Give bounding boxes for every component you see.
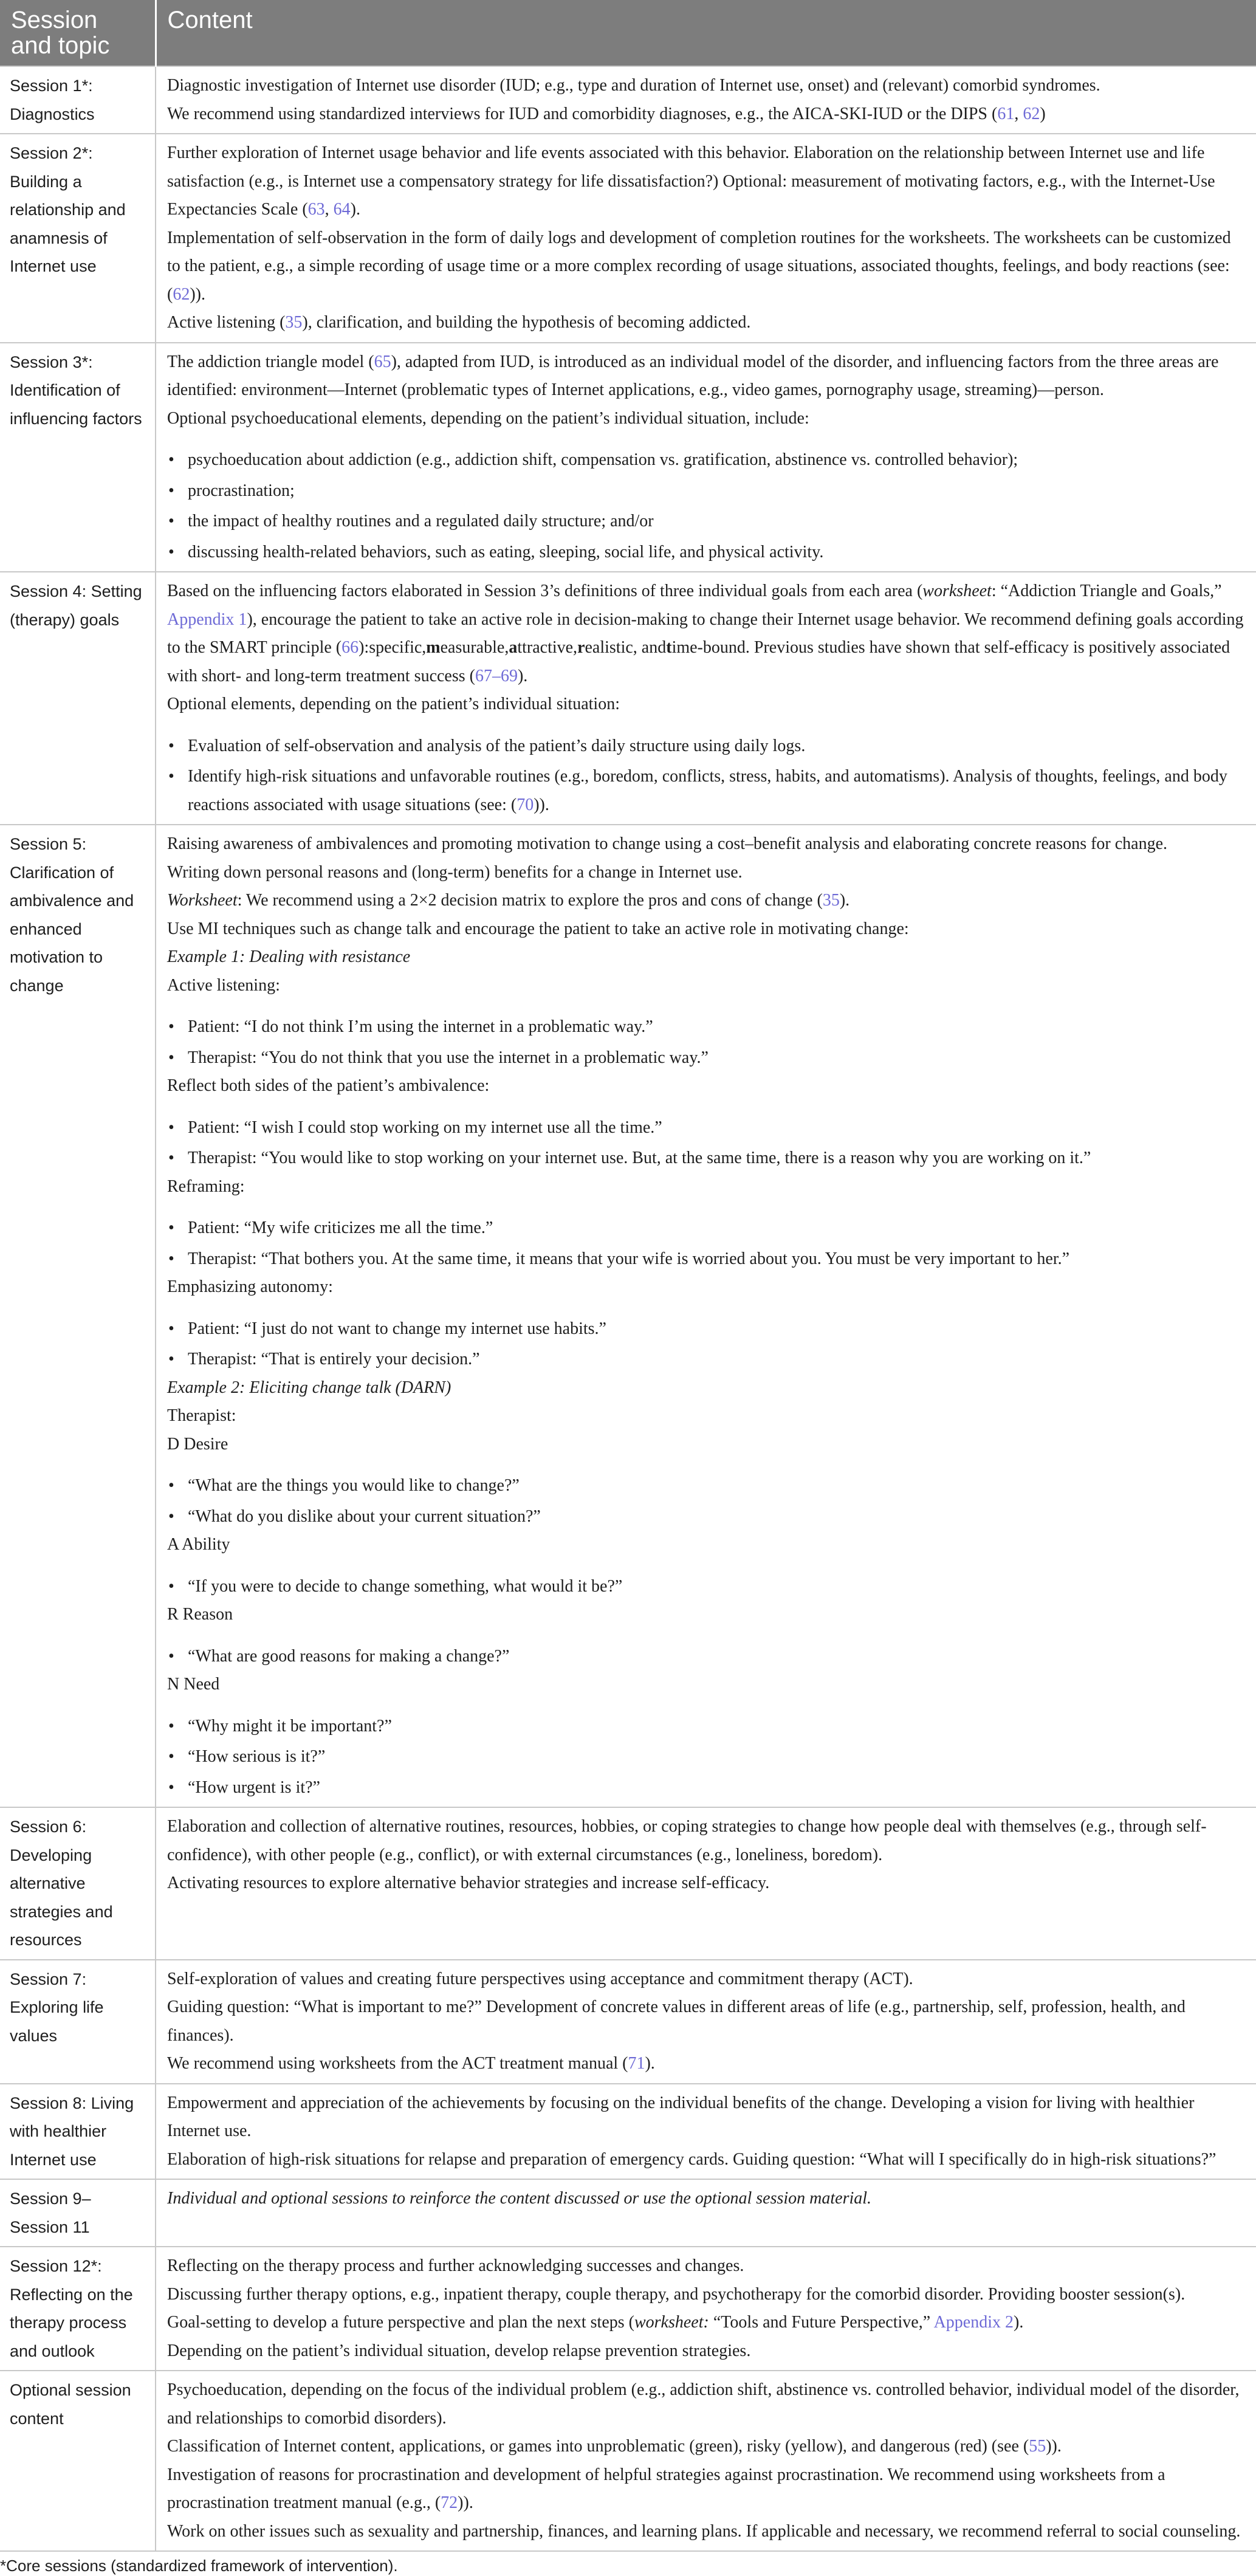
row-topic: Session 3*: Identification of influencing factors xyxy=(0,343,156,572)
text: )). xyxy=(190,284,205,304)
bullet-list xyxy=(167,732,1247,820)
table-header-row xyxy=(0,0,1256,66)
text: – xyxy=(492,666,501,685)
content-paragraph xyxy=(167,139,1247,224)
table-row xyxy=(0,2084,1256,2180)
list-item: • Evaluation of self-observation and analysis of the patient’s daily structure using daily logs. xyxy=(167,732,1247,761)
citation-link[interactable]: 64 xyxy=(333,200,351,219)
text: m xyxy=(426,638,441,657)
list-item: • Patient: “I just do not want to change my internet use habits.” xyxy=(167,1315,1247,1344)
table-row xyxy=(0,134,1256,343)
text: : “Addiction Triangle and Goals,” xyxy=(991,582,1222,600)
bullet-list xyxy=(167,1214,1247,1273)
content-paragraph: Activating resources to explore alternative behavior strategies and increase self-efficacy. xyxy=(167,1874,770,1892)
list-item: • psychoeducation about addiction (e.g., addiction shift, compensation vs. gratification, abstinence vs. controlled behavior); xyxy=(167,446,1247,475)
list-item: • “What are the things you would like to change?” xyxy=(167,1472,1247,1500)
citation-link[interactable]: 70 xyxy=(516,795,534,814)
text: Goal-setting to develop a future perspective and plan the next steps ( xyxy=(167,2313,634,2332)
subheading: Reframing: xyxy=(167,1176,245,1196)
subheading: A Ability xyxy=(167,1535,230,1554)
list-item: • “What are good reasons for making a change?” xyxy=(167,1643,1247,1671)
table-row xyxy=(0,1960,1256,2084)
list-item: • “If you were to decide to change something, what would it be?” xyxy=(167,1573,1247,1601)
text: a xyxy=(509,638,518,657)
citation-link[interactable]: 62 xyxy=(1023,104,1040,123)
list-item: • “What do you dislike about your current situation?” xyxy=(167,1503,1247,1531)
text: , xyxy=(324,200,334,219)
text: worksheet: xyxy=(634,2313,709,2332)
text: ):specific, xyxy=(359,638,427,657)
citation-link[interactable]: 66 xyxy=(341,638,359,657)
row-content xyxy=(156,134,1256,343)
table-footnote: *Core sessions (standardized framework of intervention). xyxy=(0,2557,398,2575)
subheading: Emphasizing autonomy: xyxy=(167,1277,333,1296)
text: Identify high-risk situations and unfavorable routines (e.g., boredom, conflicts, stress, habits, and automatisms). Analysis of thoughts, feelings, and body reactions associated with usage situations (see: ( xyxy=(188,767,1227,814)
content-paragraph xyxy=(167,2433,1247,2461)
subheading: R Reason xyxy=(167,1605,233,1624)
content-paragraph: Elaboration of high-risk situations for relapse and preparation of emergency cards. Guiding question: “What will I specifically do in high-risk situations?” xyxy=(167,2149,1217,2169)
table-row xyxy=(0,1807,1256,1960)
content-paragraph xyxy=(167,348,1247,405)
bullet-list xyxy=(167,446,1247,566)
bullet-list xyxy=(167,1573,1247,1601)
content-paragraph xyxy=(167,887,1247,915)
subheading: Therapist: xyxy=(167,1406,236,1425)
row-content xyxy=(156,1807,1256,1960)
row-topic: Session 5: Clarification of ambivalence and enhanced motivation to change xyxy=(0,825,156,1807)
list-item xyxy=(167,763,1247,819)
row-content xyxy=(156,572,1256,825)
text: ). xyxy=(350,200,360,219)
content-paragraph: Guiding question: “What is important to me?” Development of concrete values in different areas of life (e.g., partnership, self, profession, health, and finances). xyxy=(167,1997,1186,2045)
content-paragraph: Reflecting on the therapy process and further acknowledging successes and changes. xyxy=(167,2256,744,2275)
citation-link[interactable]: 72 xyxy=(441,2493,458,2512)
citation-link[interactable]: 61 xyxy=(997,104,1015,123)
text: ) xyxy=(1040,104,1046,123)
text: )). xyxy=(534,795,549,814)
citation-link[interactable]: 71 xyxy=(628,2054,645,2073)
row-content xyxy=(156,2084,1256,2180)
table-row xyxy=(0,343,1256,572)
text: We recommend using standardized interviews for IUD and comorbidity diagnoses, e.g., the AICA-SKI-IUD or the DIPS ( xyxy=(167,104,998,123)
row-topic: Session 6: Developing alternative strategies and resources xyxy=(0,1807,156,1960)
text: “Tools and Future Perspective,” xyxy=(709,2313,934,2332)
list-item: • discussing health-related behaviors, such as eating, sleeping, social life, and physical activity. xyxy=(167,538,1247,567)
text: , xyxy=(1014,104,1023,123)
row-topic: Session 1*: Diagnostics xyxy=(0,66,156,134)
bullet-list xyxy=(167,1013,1247,1072)
row-content xyxy=(156,2371,1256,2551)
text: )). xyxy=(458,2493,473,2512)
content-paragraph: Raising awareness of ambivalences and promoting motivation to change using a cost–benefit analysis and elaborating concrete reasons for change. xyxy=(167,834,1168,853)
text: Active listening ( xyxy=(167,313,286,332)
text: Worksheet xyxy=(167,891,238,910)
example-heading: Example 2: Eliciting change talk (DARN) xyxy=(167,1378,451,1397)
list-item: • “How serious is it?” xyxy=(167,1743,1247,1771)
appendix-link[interactable]: Appendix 1 xyxy=(167,610,247,629)
text: ). xyxy=(645,2054,655,2073)
citation-link[interactable]: 35 xyxy=(822,891,840,910)
header-content: Content xyxy=(156,0,1256,66)
subheading: Active listening: xyxy=(167,975,280,995)
content-paragraph: Use MI techniques such as change talk and encourage the patient to take an active role in motivating change: xyxy=(167,919,909,938)
content-paragraph: Depending on the patient’s individual situation, develop relapse prevention strategies. xyxy=(167,2341,751,2360)
header-session-topic: Session and topic xyxy=(0,0,156,66)
text: Based on the influencing factors elaborated in Session 3’s definitions of three individual goals from each area ( xyxy=(167,582,923,600)
text: worksheet xyxy=(922,582,992,600)
content-paragraph: Diagnostic investigation of Internet use disorder (IUD; e.g., type and duration of Internet use, onset) and (relevant) comorbid syndromes. xyxy=(167,76,1100,95)
list-item: • Patient: “I wish I could stop working on my internet use all the time.” xyxy=(167,1114,1247,1142)
text: )). xyxy=(1046,2437,1062,2456)
list-item: • Therapist: “You would like to stop working on your internet use. But, at the same time, there is a reason why you are working on it.” xyxy=(167,1144,1247,1173)
text: r xyxy=(577,638,585,657)
content-paragraph xyxy=(167,577,1247,690)
list-item: • “How urgent is it?” xyxy=(167,1774,1247,1802)
row-content xyxy=(156,825,1256,1807)
content-paragraph: Work on other issues such as sexuality and partnership, finances, and learning plans. If applicable and necessary, we recommend referral to social counseling. xyxy=(167,2521,1241,2541)
content-paragraph: Elaboration and collection of alternative routines, resources, hobbies, or coping strategies to change how people deal with themselves (e.g., through self-confidence), with other people (e.g., conflict), or with external circumstances (e.g., loneliness, boredom). xyxy=(167,1817,1207,1864)
row-content xyxy=(156,2247,1256,2371)
row-topic: Session 8: Living with healthier Internet use xyxy=(0,2084,156,2180)
content-paragraph xyxy=(167,2461,1247,2518)
row-content xyxy=(156,1960,1256,2084)
list-item: • Patient: “I do not think I’m using the internet in a problematic way.” xyxy=(167,1013,1247,1042)
list-item: • Therapist: “That is entirely your decision.” xyxy=(167,1345,1247,1374)
bullet-list xyxy=(167,1472,1247,1531)
list-item: • “Why might it be important?” xyxy=(167,1712,1247,1741)
content-paragraph: Optional psychoeducational elements, depending on the patient’s individual situation, include: xyxy=(167,408,809,428)
bullet-list xyxy=(167,1643,1247,1671)
row-content xyxy=(156,2179,1256,2247)
text: easurable, xyxy=(440,638,509,657)
content-paragraph xyxy=(167,100,1247,129)
text: ttractive, xyxy=(517,638,578,657)
table-row xyxy=(0,2371,1256,2551)
row-topic: Optional session content xyxy=(0,2371,156,2551)
citation-link[interactable]: 35 xyxy=(285,313,303,332)
bullet-list xyxy=(167,1712,1247,1802)
citation-link[interactable]: 55 xyxy=(1029,2437,1046,2456)
appendix-link[interactable]: Appendix 2 xyxy=(933,2313,1014,2332)
text: ), encourage the patient to take an active role in decision-making to change their Internet usage behavior. We recommend defining goals according to the SMART principle ( xyxy=(167,610,1244,657)
subheading: Reflect both sides of the patient’s ambivalence: xyxy=(167,1076,490,1095)
list-item: • the impact of healthy routines and a regulated daily structure; and/or xyxy=(167,507,1247,536)
table-row xyxy=(0,2179,1256,2247)
text: ), clarification, and building the hypothesis of becoming addicted. xyxy=(302,313,751,332)
citation-link[interactable]: 67 xyxy=(475,666,492,685)
citation-link[interactable]: 65 xyxy=(374,352,391,371)
row-topic: Session 7: Exploring life values xyxy=(0,1960,156,2084)
content-paragraph xyxy=(167,224,1247,309)
content-paragraph xyxy=(167,2309,1247,2337)
text: ). xyxy=(839,891,850,910)
text: : We recommend using a 2×2 decision matrix to explore the pros and cons of change ( xyxy=(237,891,823,910)
text: Further exploration of Internet usage behavior and life events associated with this behavior. Elaboration on the relationship between Internet use and life satisfaction (e.g., is Internet use a compensatory strategy for life dissatisfaction?) Optional: measurement of motivating factors, e.g., with the Internet-Use Expectancies Scale ( xyxy=(167,143,1215,219)
text: We recommend using worksheets from the ACT treatment manual ( xyxy=(167,2054,628,2073)
subheading: N Need xyxy=(167,1675,220,1694)
content-paragraph: Self-exploration of values and creating future perspectives using acceptance and commitment therapy (ACT). xyxy=(167,1969,913,1988)
content-paragraph: Writing down personal reasons and (long-term) benefits for a change in Internet use. xyxy=(167,862,743,882)
content-paragraph xyxy=(167,309,1247,337)
citation-link[interactable]: 63 xyxy=(307,200,325,219)
table-row xyxy=(0,66,1256,134)
list-item: • Therapist: “You do not think that you use the internet in a problematic way.” xyxy=(167,1044,1247,1073)
text: Investigation of reasons for procrastination and development of helpful strategies against procrastination. We recommend using worksheets from a procrastination treatment manual (e.g., ( xyxy=(167,2465,1165,2512)
text: The addiction triangle model ( xyxy=(167,352,374,371)
row-topic: Session 4: Setting (therapy) goals xyxy=(0,572,156,825)
list-item: • Therapist: “That bothers you. At the same time, it means that your wife is worried about you. You must be very important to her.” xyxy=(167,1245,1247,1274)
row-topic: Session 9–Session 11 xyxy=(0,2179,156,2247)
table-row xyxy=(0,825,1256,1807)
text: Implementation of self-observation in the form of daily logs and development of completion routines for the worksheets. The worksheets can be customized to the patient, e.g., a simple recording of usage time or a more complex recording of usage situations, associated thoughts, feelings, and body reactions (see: ( xyxy=(167,228,1231,304)
text: ), adapted from IUD, is introduced as an individual model of the disorder, and influencing factors from the three areas are identified: environment—Internet (problematic types of Internet applications, e.g., video games, pornography usage, streaming)—person. xyxy=(167,352,1219,399)
content-paragraph: Discussing further therapy options, e.g., inpatient therapy, couple therapy, and psychotherapy for the comorbid disorder. Providing booster session(s). xyxy=(167,2284,1186,2304)
content-paragraph: Empowerment and appreciation of the achievements by focusing on the individual benefits of the change. Developing a vision for living with healthier Internet use. xyxy=(167,2093,1195,2140)
table-row xyxy=(0,2247,1256,2371)
citation-link[interactable]: 69 xyxy=(500,666,518,685)
row-topic: Session 12*: Reflecting on the therapy process and outlook xyxy=(0,2247,156,2371)
row-content xyxy=(156,343,1256,572)
text: t xyxy=(666,638,672,657)
row-content xyxy=(156,66,1256,134)
text: ). xyxy=(517,666,528,685)
list-item: • procrastination; xyxy=(167,477,1247,506)
table-row xyxy=(0,572,1256,825)
citation-link[interactable]: 62 xyxy=(173,284,190,304)
row-topic: Session 2*: Building a relationship and anamnesis of Internet use xyxy=(0,134,156,343)
subheading: D Desire xyxy=(167,1434,228,1454)
text: ealistic, and xyxy=(585,638,667,657)
content-paragraph xyxy=(167,2050,1247,2078)
list-item: • Patient: “My wife criticizes me all the time.” xyxy=(167,1214,1247,1243)
text: Classification of Internet content, applications, or games into unproblematic (green), risky (yellow), and dangerous (red) (see ( xyxy=(167,2437,1029,2456)
content-paragraph: Psychoeducation, depending on the focus of the individual problem (e.g., addiction shift, abstinence vs. controlled behavior, individual model of the disorder, and relationships to comorbid disorders). xyxy=(167,2380,1240,2428)
content-paragraph: Individual and optional sessions to reinforce the content discussed or use the optional session material. xyxy=(167,2189,872,2208)
bullet-list xyxy=(167,1315,1247,1374)
content-paragraph: Optional elements, depending on the patient’s individual situation: xyxy=(167,695,620,713)
bullet-list xyxy=(167,1114,1247,1173)
text: ime-bound. Previous studies have shown that self-efficacy is positively associated with short- and long-term treatment success ( xyxy=(167,638,1230,685)
text: ). xyxy=(1014,2313,1024,2332)
example-heading: Example 1: Dealing with resistance xyxy=(167,947,411,966)
